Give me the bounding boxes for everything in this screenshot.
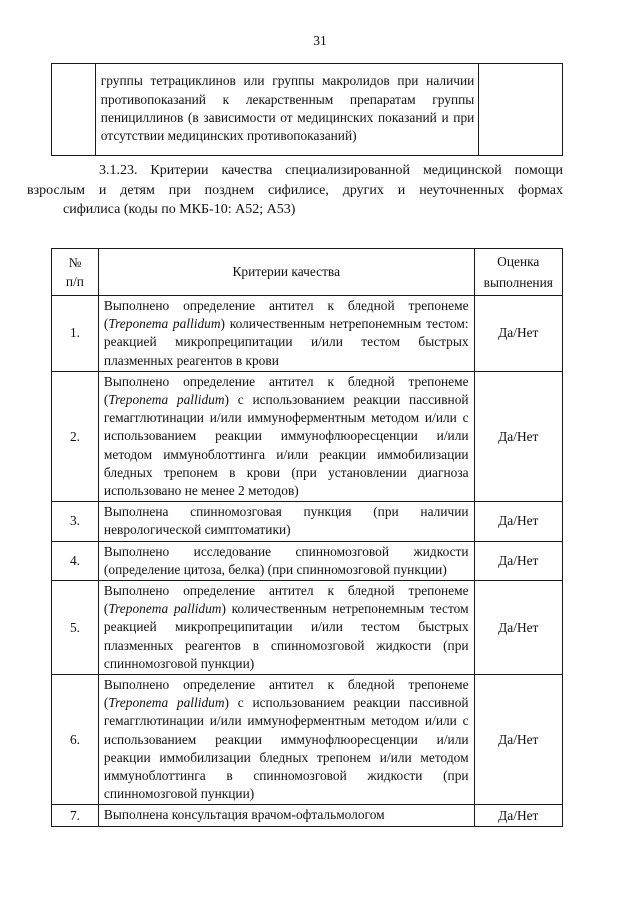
criterion-cell: [98, 805, 474, 826]
page-number: 31: [313, 33, 327, 48]
evaluation-cell: [479, 64, 563, 156]
evaluation-cell: Да/Нет: [474, 541, 562, 580]
criterion-text: [104, 503, 469, 539]
criterion-cell: [98, 371, 474, 501]
criterion-text-part: ) количественным нетрепонемным тестом: реакцией микропреципитации и/или тестом быстрых плазменных реагентов в крови: [103, 316, 469, 368]
criterion-text-part: Выполнено определение антител к бледной трепонеме (: [103, 298, 469, 332]
criterion-cell: [98, 581, 474, 675]
table-row: [52, 675, 563, 805]
table-row: [52, 64, 563, 156]
latin-name: Treponema pallidum: [108, 601, 222, 617]
row-number-cell: 3.: [52, 502, 99, 541]
table-row: [52, 371, 563, 501]
table-row: [52, 581, 563, 675]
criterion-text-part: ) с использованием реакции пассивной гемагглютинации и/или иммуноферментным методом и/или с использованием реакции иммунофлюоресценции и/или реакции иммобилизации бледных трепонем и/или методом иммуноблоттинга в спинномозговой жидкости (при спинномозговой пункции): [103, 695, 469, 802]
table-row: [52, 502, 563, 541]
criterion-cell: [98, 296, 474, 372]
criterion-text-part: Выполнено определение антител к бледной трепонеме (: [103, 677, 469, 711]
header-number-cell: [52, 249, 99, 296]
criterion-text: группы тетрациклинов или группы макролидов при наличии противопоказаний к лекарственным препаратам группы пенициллинов (в зависимости от медицинских показаний и при отсутствии медицинских противопоказаний): [100, 73, 475, 144]
continued-table: [51, 63, 563, 156]
header-evaluation-line: Оценка: [497, 254, 540, 269]
criterion-text-part: Выполнено определение антител к бледной трепонеме (: [103, 373, 469, 408]
criterion-text-part: ) количественным нетрепонемным тестом реакцией микропреципитации и/или тестом быстрых плазменных реагентов в спинномозговой жидкости (при спинномозговой пункции): [103, 601, 469, 671]
criterion-text: [104, 676, 469, 803]
row-number-cell: 2.: [52, 371, 99, 501]
section-heading: [27, 161, 563, 220]
section-heading-line: взрослым и детям при позднем сифилисе, других и неуточненных формах: [27, 182, 563, 198]
table-header-row: [52, 249, 563, 296]
criterion-text-part: Выполнено определение антител к бледной трепонеме (: [103, 583, 469, 617]
evaluation-cell: Да/Нет: [474, 371, 562, 501]
row-number-cell: 1.: [52, 296, 99, 372]
evaluation-cell: Да/Нет: [474, 675, 562, 805]
header-evaluation-cell: [474, 249, 562, 296]
criterion-text: [104, 297, 469, 370]
latin-name: Treponema pallidum: [108, 392, 225, 408]
criterion-text-part: ) с использованием реакции пассивной гемагглютинации и/или иммуноферментным методом и/или с использованием реакции иммунофлюоресценции и/или методом иммуноблоттинга и/или реакции иммобилизации бледных трепонем в крови (при установлении диагноза использовано не менее 2 методов): [103, 392, 469, 499]
criterion-cell: [98, 502, 474, 541]
criterion-text: [104, 582, 469, 673]
evaluation-cell: Да/Нет: [474, 502, 562, 541]
header-number-symbol: №: [68, 255, 82, 270]
evaluation-cell: Да/Нет: [474, 296, 562, 372]
criterion-cell: [98, 675, 474, 805]
criterion-text: [104, 543, 469, 579]
latin-name: Treponema pallidum: [108, 316, 221, 332]
criterion-text: [104, 806, 469, 824]
section-heading-line: 3.1.23. Критерии качества специализированной медицинской помощи: [99, 163, 563, 178]
table-row: [52, 296, 563, 372]
latin-name: Treponema pallidum: [108, 695, 225, 711]
header-number-label: п/п: [65, 274, 84, 289]
evaluation-cell: Да/Нет: [474, 581, 562, 675]
quality-criteria-table: [51, 248, 563, 827]
table-row: [52, 805, 563, 826]
header-criteria-cell: Критерии качества: [98, 249, 474, 296]
criterion-text: [104, 373, 469, 500]
criterion-cell: [95, 64, 479, 156]
row-number-cell: 7.: [52, 805, 99, 826]
header-evaluation-line: выполнения: [483, 275, 553, 290]
table-row: [52, 541, 563, 580]
section-heading-line: сифилиса (коды по МКБ-10: А52; А53): [63, 202, 296, 217]
row-number-cell: 4.: [52, 541, 99, 580]
row-number-cell: 5.: [52, 581, 99, 675]
criterion-text-part: Выполнена спинномозговая пункция (при наличии неврологической симптоматики): [103, 504, 469, 538]
evaluation-cell: Да/Нет: [474, 805, 562, 826]
criterion-text-part: Выполнено исследование спинномозговой жидкости (определение цитоза, белка) (при спинномозговой пункции): [103, 543, 469, 577]
row-number-cell: [52, 64, 96, 156]
row-number-cell: 6.: [52, 675, 99, 805]
criterion-text-part: Выполнена консультация врачом-офтальмологом: [103, 807, 385, 823]
criterion-cell: [98, 541, 474, 580]
